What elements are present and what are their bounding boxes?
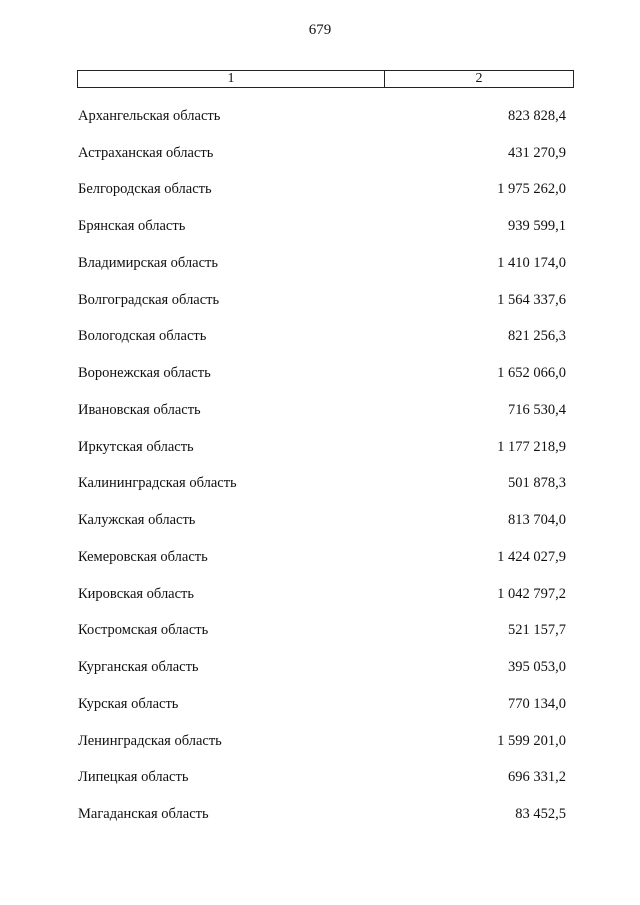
region-value: 1 177 218,9 [497, 438, 566, 455]
region-value: 83 452,5 [515, 806, 566, 823]
region-value: 823 828,4 [508, 107, 566, 124]
table-body [78, 98, 566, 833]
region-value: 501 878,3 [508, 475, 566, 492]
table-row [78, 355, 566, 392]
table-row [78, 429, 566, 466]
region-value: 521 157,7 [508, 622, 566, 639]
table-row [78, 723, 566, 760]
column-header-2: 2 [475, 71, 483, 86]
region-name: Курская область [78, 695, 179, 712]
table-row [78, 172, 566, 209]
region-name: Липецкая область [78, 769, 189, 786]
table-row [78, 649, 566, 686]
table-row [78, 686, 566, 723]
region-name: Владимирская область [78, 254, 218, 271]
region-name: Воронежская область [78, 365, 211, 382]
region-name: Калининградская область [78, 475, 237, 492]
region-name: Вологодская область [78, 328, 207, 345]
region-value: 1 652 066,0 [497, 365, 566, 382]
region-value: 813 704,0 [508, 512, 566, 529]
table-row [78, 613, 566, 650]
table-row [78, 760, 566, 797]
table-row [78, 245, 566, 282]
region-name: Астраханская область [78, 144, 214, 161]
region-name: Архангельская область [78, 107, 221, 124]
region-name: Калужская область [78, 512, 196, 529]
table-row [78, 466, 566, 503]
region-name: Брянская область [78, 218, 186, 235]
table-row [78, 539, 566, 576]
region-value: 770 134,0 [508, 695, 566, 712]
region-value: 1 424 027,9 [497, 548, 566, 565]
table-row [78, 319, 566, 356]
region-value: 1 042 797,2 [497, 585, 566, 602]
table-row [78, 135, 566, 172]
page-number: 679 [308, 22, 332, 38]
region-value: 1 599 201,0 [497, 732, 566, 749]
region-name: Иркутская область [78, 438, 194, 455]
region-name: Волгоградская область [78, 291, 220, 308]
region-name: Кировская область [78, 585, 195, 602]
region-value: 939 599,1 [508, 218, 566, 235]
column-header-1: 1 [78, 71, 385, 87]
table-row [78, 208, 566, 245]
table-row [78, 98, 566, 135]
table-row [78, 502, 566, 539]
table-row [78, 796, 566, 833]
region-name: Ленинградская область [78, 732, 222, 749]
region-name: Курганская область [78, 659, 199, 676]
region-name: Белгородская область [78, 181, 212, 198]
table-header [77, 70, 574, 88]
region-value: 1 410 174,0 [497, 254, 566, 271]
region-value: 821 256,3 [508, 328, 566, 345]
region-name: Костромская область [78, 622, 209, 639]
table-row [78, 282, 566, 319]
region-value: 1 564 337,6 [497, 291, 566, 308]
table-row [78, 392, 566, 429]
region-name: Магаданская область [78, 806, 209, 823]
table-row [78, 576, 566, 613]
region-name: Ивановская область [78, 401, 201, 418]
region-value: 716 530,4 [508, 401, 566, 418]
region-name: Кемеровская область [78, 548, 208, 565]
region-value: 431 270,9 [508, 144, 566, 161]
region-value: 1 975 262,0 [497, 181, 566, 198]
region-value: 395 053,0 [508, 659, 566, 676]
region-value: 696 331,2 [508, 769, 566, 786]
